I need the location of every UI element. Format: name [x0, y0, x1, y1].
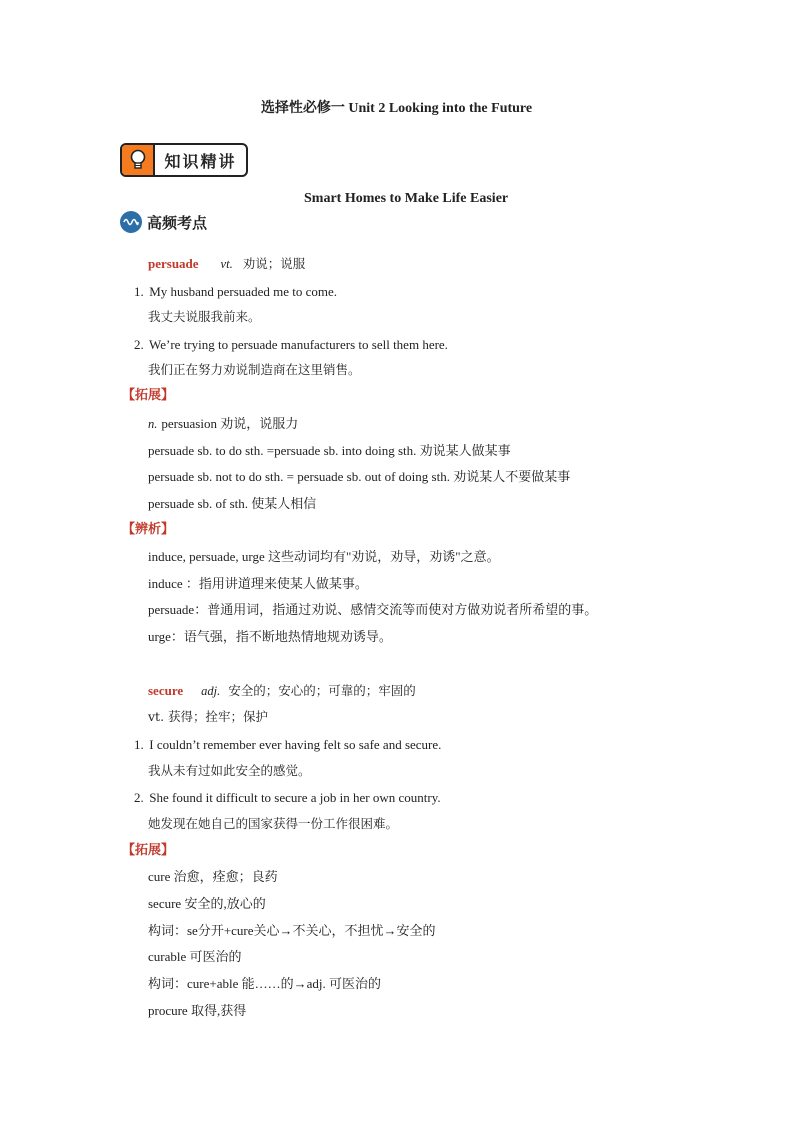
expand-item: 构词：se分开+cure关心→不关心，不担忧→安全的 — [148, 923, 436, 938]
document-title: 选择性必修一 Unit 2 Looking into the Future — [260, 101, 533, 116]
badge-label: 知识精讲 — [164, 151, 237, 171]
part-of-speech: adj. — [201, 684, 221, 698]
headword-meaning: 安全的；安心的；可靠的；牢固的 — [228, 683, 416, 698]
example-en: 2. We’re trying to persuade manufacturers to sell them here. — [134, 337, 448, 352]
example-zh: 我丈夫说服我前来。 — [148, 309, 261, 324]
analysis-item: urge：语气强，指不断地热情地规劝诱导。 — [148, 629, 392, 644]
analysis-item: persuade：普通用词，指通过劝说、感情交流等而使对方做劝说者所希望的事。 — [148, 602, 598, 617]
section-badge — [120, 143, 248, 177]
analysis-item: induce ：指用讲道理来使某人做某事。 — [148, 576, 368, 591]
expand-label: 【拓展】 — [122, 843, 175, 858]
expand-label: 【拓展】 — [122, 388, 175, 403]
part-of-speech: vt. — [220, 257, 233, 271]
entry-headword-line — [148, 256, 305, 272]
expand-item: 构词：cure+able 能……的→adj. 可医治的 — [148, 976, 381, 991]
headword: persuade — [148, 256, 199, 271]
frequent-points-heading — [120, 211, 207, 233]
expand-item: n. persuasion 劝说，说服力 — [148, 416, 299, 431]
entry-headword-line — [148, 683, 416, 699]
expand-item: curable 可医治的 — [148, 949, 242, 964]
headword-meaning-2: vt. 获得；拴牢；保护 — [148, 709, 269, 724]
headword-meaning: 劝说；说服 — [242, 256, 306, 271]
analysis-label: 【辨析】 — [122, 522, 175, 537]
example-zh: 我从未有过如此安全的感觉。 — [148, 763, 311, 778]
headword: secure — [148, 683, 184, 698]
expand-item: persuade sb. not to do sth. = persuade sb. out of doing sth. 劝说某人不要做某事 — [148, 469, 571, 484]
example-en: 2. She found it difficult to secure a job in her own country. — [134, 790, 441, 805]
analysis-item: induce, persuade, urge 这些动词均有"劝说，劝导，劝诱"之意。 — [148, 549, 500, 564]
expand-item: persuade sb. to do sth. =persuade sb. into doing sth. 劝说某人做某事 — [148, 443, 511, 458]
freq-label: 高频考点 — [147, 213, 208, 232]
expand-item: cure 治愈，痊愈；良药 — [148, 869, 278, 884]
example-zh: 她发现在她自己的国家获得一份工作很困难。 — [148, 816, 399, 831]
lightbulb-icon — [122, 145, 155, 175]
lesson-subtitle: Smart Homes to Make Life Easier — [304, 191, 509, 206]
expand-item: procure 取得,获得 — [148, 1003, 247, 1018]
expand-item: persuade sb. of sth. 使某人相信 — [148, 496, 317, 511]
example-en: 1. My husband persuaded me to come. — [134, 284, 337, 299]
example-zh: 我们正在努力劝说制造商在这里销售。 — [148, 362, 361, 377]
example-en: 1. I couldn’t remember ever having felt so safe and secure. — [134, 737, 442, 752]
wave-icon — [120, 211, 142, 233]
expand-item: secure 安全的,放心的 — [148, 896, 266, 911]
